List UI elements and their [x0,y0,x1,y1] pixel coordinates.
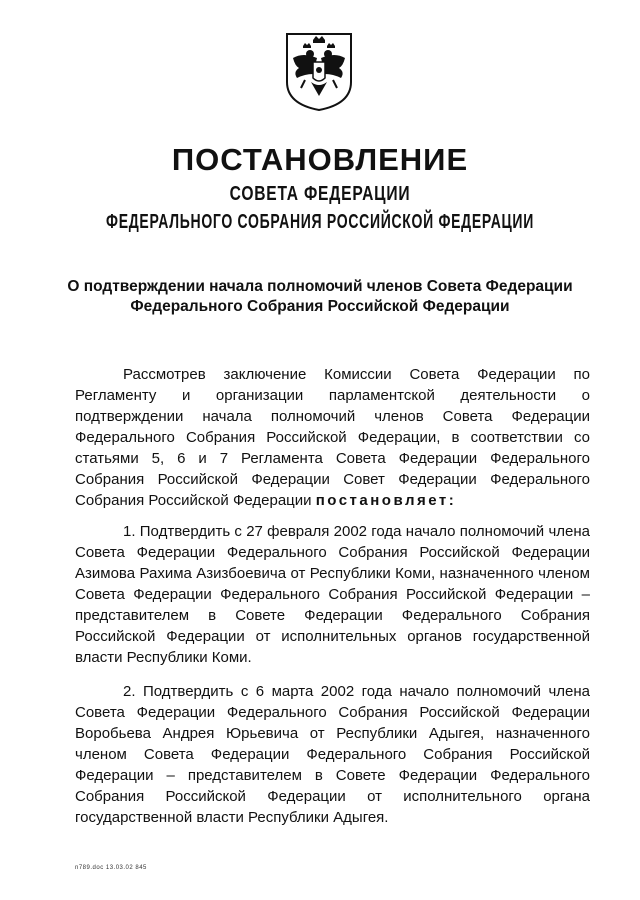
intro-paragraph [75,364,590,511]
item-2-text: 2. Подтвердить с 6 марта 2002 года начало полномочий члена Совета Федерации Федерального Собрания Российской Федерации Воробьева Андрея Юрьевича от Республики Адыгея, назначенного членом Совета Федерации Федерального Собрания Российской Федерации – представителем в Совете Федерации Федерального Собрания Российской Федерации от исполнительного органа государственной власти Республики Адыгея. [75,683,590,826]
item-1-text: 1. Подтвердить с 27 февраля 2002 года начало полномочий члена Совета Федерации Федерального Собрания Российской Федерации Азимова Рахима Азизбоевича от Республики Коми, назначенного членом Совета Федерации Федерального Собрания Российской Федерации – представителем в Совете Федерации Федерального Собрания Российской Федерации от исполнительных органов государственной власти Республики Коми. [75,523,590,666]
document-title: ПОСТАНОВЛЕНИЕ [171,142,469,177]
resolves-word: постановляет: [315,492,457,509]
file-reference: n789.doc 13.03.02 845 [75,865,147,871]
issuing-body-line1: СОВЕТА ФЕДЕРАЦИИ [229,183,411,205]
issuing-body-line2: ФЕДЕРАЛЬНОГО СОБРАНИЯ РОССИЙСКОЙ ФЕДЕРАЦИИ [106,211,534,233]
coat-of-arms-icon [283,30,355,112]
intro-text: Рассмотрев заключение Комиссии Совета Федерации по Регламенту и организации парламентской деятельности о подтверждении начала полномочий членов Совета Федерации Федерального Собрания Российской Федерации, в соответствии со статьями 5, 6 и 7 Регламента Совета Федерации Федерального Собрания Российской Федерации Совет Федерации Федерального Собрания Российской Федерации [75,366,590,509]
document-subject [60,277,580,317]
item-2-paragraph [75,681,590,828]
subject-line2: Федерального Собрания Российской Федерации [130,298,510,315]
subject-line1: О подтверждении начала полномочий членов Совета Федерации [67,278,573,295]
item-1-paragraph [75,521,590,668]
